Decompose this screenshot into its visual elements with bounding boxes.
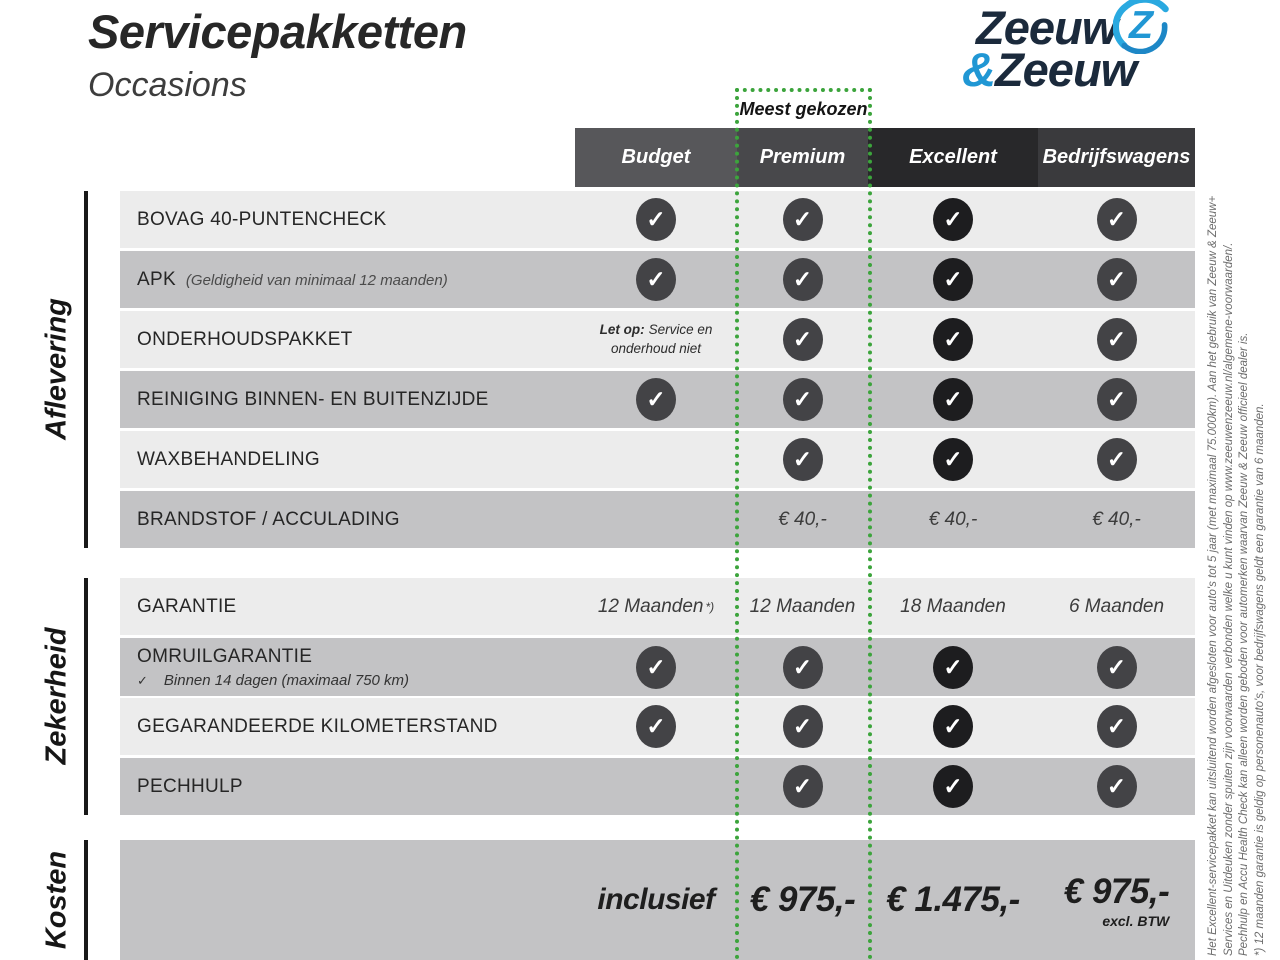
table-row	[120, 758, 1195, 815]
svg-text:Z: Z	[1129, 3, 1153, 48]
check-icon	[636, 646, 676, 689]
table-row	[120, 311, 1195, 368]
check-icon	[1097, 438, 1137, 481]
check-icon	[933, 258, 973, 301]
price-premium: € 975,-	[749, 880, 856, 919]
check-icon	[1097, 318, 1137, 361]
page-title: Servicepakketten	[88, 5, 467, 58]
price-value: € 40,-	[1092, 508, 1141, 530]
column-header-label: Excellent	[909, 146, 997, 168]
check-icon	[1097, 646, 1137, 689]
check-icon	[783, 765, 823, 808]
zeeuw-logo	[962, 2, 1173, 96]
warranty-value: 6 Maanden	[1068, 595, 1165, 617]
section-label-aflevering: Aflevering	[40, 298, 73, 440]
row-label: ONDERHOUDSPAKKET	[137, 328, 353, 350]
check-icon	[636, 198, 676, 241]
check-icon	[933, 646, 973, 689]
warranty-value: 12 Maanden	[597, 595, 704, 617]
check-icon	[1097, 705, 1137, 748]
price-value: € 40,-	[928, 508, 978, 530]
row-label: OMRUILGARANTIE	[137, 645, 313, 667]
fine-print-line: Services en Uitdeuken zonder spuiten zijn voorwaarden verbonden welke u kunt vinden op www.zeeuwenzeeuw.nl/algemene-voorwaarden/.	[1222, 242, 1235, 956]
check-icon	[1097, 378, 1137, 421]
price-band	[120, 840, 1195, 960]
fine-print-line: Pechhulp en Accu Health Check kan alleen worden geboden voor automerken waarvan Zeeuw & Zeeuw officieel dealer is.	[1238, 332, 1250, 956]
check-icon	[933, 318, 973, 361]
logo-text-top: Zeeuw	[976, 1, 1118, 54]
note-line1: Service en	[648, 322, 713, 338]
row-label: APK	[137, 268, 176, 290]
row-label: GEGARANDEERDE KILOMETERSTAND	[137, 715, 498, 737]
check-icon	[783, 646, 823, 689]
column-header-budget	[575, 128, 737, 187]
section-line-aflevering	[84, 191, 88, 548]
row-sublabel-text: Binnen 14 dagen (maximaal 750 km)	[163, 671, 410, 689]
check-icon	[783, 705, 823, 748]
fine-print	[1206, 118, 1268, 956]
check-icon	[636, 705, 676, 748]
check-icon	[783, 438, 823, 481]
check-icon	[1097, 258, 1137, 301]
table-row	[120, 578, 1195, 635]
column-header-bedrijfswagens	[1038, 128, 1195, 187]
row-sublabel: (Geldigheid van minimaal 12 maanden)	[185, 272, 448, 289]
page-subtitle: Occasions	[88, 66, 247, 104]
budget-note	[600, 321, 713, 357]
check-icon	[933, 198, 973, 241]
price-note: excl. BTW	[1102, 912, 1170, 929]
check-icon	[1097, 198, 1137, 241]
price-budget: inclusief	[597, 883, 715, 916]
table-row	[120, 191, 1195, 248]
check-icon	[933, 705, 973, 748]
check-icon	[636, 378, 676, 421]
section-label-kosten: Kosten	[40, 850, 73, 950]
price-bedrijfswagens: € 975,-	[1063, 871, 1170, 911]
section-line-kosten	[84, 840, 88, 960]
check-icon	[1097, 765, 1137, 808]
row-label: BRANDSTOF / ACCULADING	[137, 508, 400, 530]
logo-ampersand: &	[962, 43, 995, 96]
row-label: GARANTIE	[137, 595, 237, 617]
section-label-zekerheid: Zekerheid	[40, 627, 73, 765]
check-icon	[783, 378, 823, 421]
check-icon	[933, 438, 973, 481]
check-icon	[933, 378, 973, 421]
price-excellent: € 1.475,-	[886, 880, 1020, 919]
checkmark-glyph: ✓	[137, 672, 148, 688]
logo-text-bottom: Zeeuw	[994, 43, 1137, 96]
row-sublabel	[137, 672, 409, 689]
row-label: REINIGING BINNEN- EN BUITENZIJDE	[137, 388, 489, 410]
check-icon	[783, 318, 823, 361]
most-chosen-label: Meest gekozen	[739, 99, 868, 119]
column-header-label: Budget	[621, 146, 691, 168]
table-row	[120, 491, 1195, 548]
footnote-marker: *)	[705, 599, 715, 614]
table-row	[120, 638, 1195, 696]
warranty-value: 18 Maanden	[900, 595, 1006, 617]
row-label: PECHHULP	[137, 775, 243, 797]
table-row	[120, 371, 1195, 428]
column-header-label: Bedrijfswagens	[1042, 146, 1191, 168]
column-header-excellent	[868, 128, 1038, 187]
column-header-label: Premium	[759, 146, 846, 168]
note-bold: Let op:	[599, 322, 645, 338]
check-icon	[783, 198, 823, 241]
table-row	[120, 251, 1195, 308]
price-value: € 40,-	[778, 508, 827, 530]
fine-print-line: *) 12 maanden garantie is geldig op personenauto's, voor bedrijfswagens geldt een garantie van 6 maanden.	[1253, 403, 1266, 956]
row-label: WAXBEHANDELING	[137, 448, 320, 470]
note-line2: onderhoud niet	[610, 340, 702, 356]
table-row	[120, 431, 1195, 488]
column-header-premium	[737, 128, 868, 187]
check-icon	[783, 258, 823, 301]
check-icon	[636, 258, 676, 301]
section-line-zekerheid	[84, 578, 88, 815]
fine-print-line: Het Excellent-servicepakket kan uitsluitend worden afgesloten voor auto's tot 5 jaar (met maximaal 75.000km). Aan het gebruik van Zeeuw & Zeeuw+	[1207, 195, 1219, 956]
row-label: BOVAG 40-PUNTENCHECK	[137, 208, 387, 230]
warranty-value: 12 Maanden	[749, 595, 856, 617]
table-row	[120, 698, 1195, 755]
check-icon	[933, 765, 973, 808]
